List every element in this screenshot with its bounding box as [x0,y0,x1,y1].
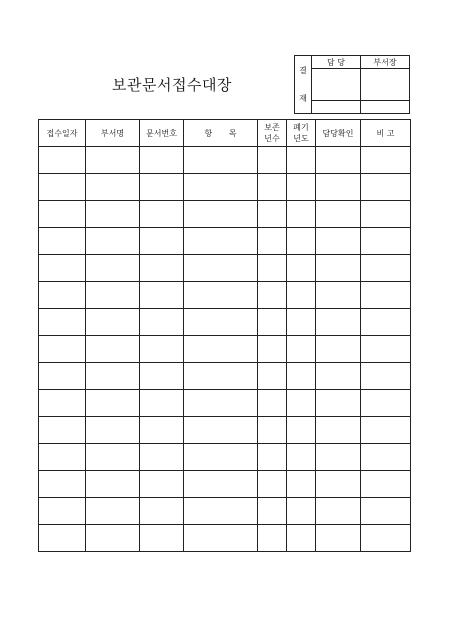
table-cell[interactable] [39,174,86,201]
table-cell[interactable] [184,444,258,471]
table-row [39,444,411,471]
table-cell[interactable] [361,525,411,552]
table-cell[interactable] [184,147,258,174]
table-cell[interactable] [287,174,316,201]
table-cell[interactable] [86,498,140,525]
table-cell[interactable] [316,444,361,471]
table-cell[interactable] [184,417,258,444]
table-cell[interactable] [258,228,287,255]
table-cell[interactable] [287,336,316,363]
table-cell[interactable] [361,417,411,444]
table-cell[interactable] [184,390,258,417]
table-cell[interactable] [39,363,86,390]
approval-side-char-1: 결 [299,65,307,75]
table-cell[interactable] [258,444,287,471]
table-cell[interactable] [39,147,86,174]
table-row [39,147,411,174]
table-cell[interactable] [361,282,411,309]
table-cell[interactable] [86,336,140,363]
table-cell[interactable] [287,201,316,228]
table-cell[interactable] [140,363,184,390]
table-cell[interactable] [184,282,258,309]
table-cell[interactable] [184,336,258,363]
table-row [39,228,411,255]
header-row [39,120,411,147]
table-cell[interactable] [140,255,184,282]
table-row [39,282,411,309]
header-disposal-year: 폐기 년도 [287,120,316,147]
header-remarks: 비 고 [361,120,411,147]
table-cell[interactable] [258,282,287,309]
approval-side-label [295,56,312,114]
table-row [39,201,411,228]
table-cell[interactable] [258,498,287,525]
table-cell[interactable] [140,498,184,525]
document-title: 보관문서접수대장 [112,76,232,94]
table-cell[interactable] [86,444,140,471]
table-cell[interactable] [140,390,184,417]
table-cell[interactable] [316,471,361,498]
table-cell[interactable] [361,309,411,336]
table-cell[interactable] [39,390,86,417]
table-cell[interactable] [287,498,316,525]
approval-col-manager: 부서장 [361,56,410,69]
approval-col-staff: 담 당 [312,56,361,69]
table-row [39,525,411,552]
table-cell[interactable] [361,201,411,228]
table-cell[interactable] [86,282,140,309]
header-department: 부서명 [86,120,140,147]
header-staff-check: 담당확인 [316,120,361,147]
table-cell[interactable] [316,309,361,336]
table-cell[interactable] [316,417,361,444]
table-cell[interactable] [86,309,140,336]
table-cell[interactable] [86,174,140,201]
approval-box [294,55,410,114]
table-cell[interactable] [86,417,140,444]
table-cell[interactable] [184,471,258,498]
table-row [39,309,411,336]
header-received-date: 접수일자 [39,120,86,147]
table-cell[interactable] [184,174,258,201]
table-cell[interactable] [39,201,86,228]
register-table [38,119,411,552]
approval-side-char-2: 재 [299,93,307,103]
table-cell[interactable] [287,390,316,417]
table-cell[interactable] [287,525,316,552]
table-row [39,417,411,444]
table-cell[interactable] [86,390,140,417]
table-cell[interactable] [287,255,316,282]
table-row [39,498,411,525]
table-cell[interactable] [39,525,86,552]
table-cell[interactable] [86,255,140,282]
table-cell[interactable] [140,201,184,228]
table-cell[interactable] [140,147,184,174]
table-cell[interactable] [258,174,287,201]
table-cell[interactable] [316,363,361,390]
register-rows [39,147,411,552]
table-cell[interactable] [316,282,361,309]
table-row [39,255,411,282]
table-cell[interactable] [140,282,184,309]
table-cell[interactable] [361,174,411,201]
table-cell[interactable] [258,201,287,228]
table-cell[interactable] [86,228,140,255]
table-cell[interactable] [184,363,258,390]
table-cell[interactable] [316,390,361,417]
table-cell[interactable] [86,471,140,498]
table-cell[interactable] [287,444,316,471]
table-cell[interactable] [316,525,361,552]
table-cell[interactable] [86,147,140,174]
table-cell[interactable] [184,525,258,552]
table-cell[interactable] [258,471,287,498]
table-cell[interactable] [258,363,287,390]
table-cell[interactable] [140,309,184,336]
table-cell[interactable] [316,498,361,525]
table-cell[interactable] [184,498,258,525]
table-cell[interactable] [258,147,287,174]
table-cell[interactable] [258,255,287,282]
table-cell[interactable] [287,417,316,444]
table-cell[interactable] [39,471,86,498]
table-cell[interactable] [140,471,184,498]
table-cell[interactable] [140,228,184,255]
table-cell[interactable] [287,228,316,255]
table-cell[interactable] [361,336,411,363]
table-cell[interactable] [258,417,287,444]
table-cell[interactable] [86,363,140,390]
table-cell[interactable] [361,444,411,471]
table-cell[interactable] [39,282,86,309]
table-cell[interactable] [140,417,184,444]
table-cell[interactable] [287,147,316,174]
table-cell[interactable] [86,201,140,228]
approval-sign-staff [312,69,361,101]
table-cell[interactable] [361,228,411,255]
header-retention-years: 보존 년수 [258,120,287,147]
table-cell[interactable] [361,498,411,525]
table-cell[interactable] [140,525,184,552]
table-row [39,363,411,390]
table-cell[interactable] [258,525,287,552]
header-item: 항 목 [184,120,258,147]
table-cell[interactable] [39,417,86,444]
approval-sign-manager [361,69,410,101]
table-cell[interactable] [86,525,140,552]
table-cell[interactable] [287,471,316,498]
table-cell[interactable] [258,336,287,363]
table-cell[interactable] [361,255,411,282]
table-cell[interactable] [361,147,411,174]
approval-date-manager [361,101,410,114]
table-cell[interactable] [140,174,184,201]
table-cell[interactable] [316,174,361,201]
table-cell[interactable] [140,444,184,471]
table-cell[interactable] [258,390,287,417]
approval-date-staff [312,101,361,114]
table-cell[interactable] [140,336,184,363]
table-row [39,174,411,201]
table-cell[interactable] [316,147,361,174]
table-cell[interactable] [361,471,411,498]
table-cell[interactable] [39,309,86,336]
table-cell[interactable] [287,309,316,336]
table-cell[interactable] [258,309,287,336]
table-cell[interactable] [39,228,86,255]
table-cell[interactable] [39,444,86,471]
table-cell[interactable] [316,228,361,255]
table-cell[interactable] [316,336,361,363]
table-cell[interactable] [287,282,316,309]
table-row [39,336,411,363]
table-cell[interactable] [361,363,411,390]
table-cell[interactable] [316,255,361,282]
table-row [39,390,411,417]
table-cell[interactable] [287,363,316,390]
table-cell[interactable] [184,255,258,282]
header-document-number: 문서번호 [140,120,184,147]
table-row [39,471,411,498]
table-cell[interactable] [39,336,86,363]
table-cell[interactable] [184,228,258,255]
table-cell[interactable] [184,201,258,228]
table-cell[interactable] [39,255,86,282]
table-cell[interactable] [316,201,361,228]
table-cell[interactable] [361,390,411,417]
table-cell[interactable] [184,309,258,336]
table-cell[interactable] [39,498,86,525]
